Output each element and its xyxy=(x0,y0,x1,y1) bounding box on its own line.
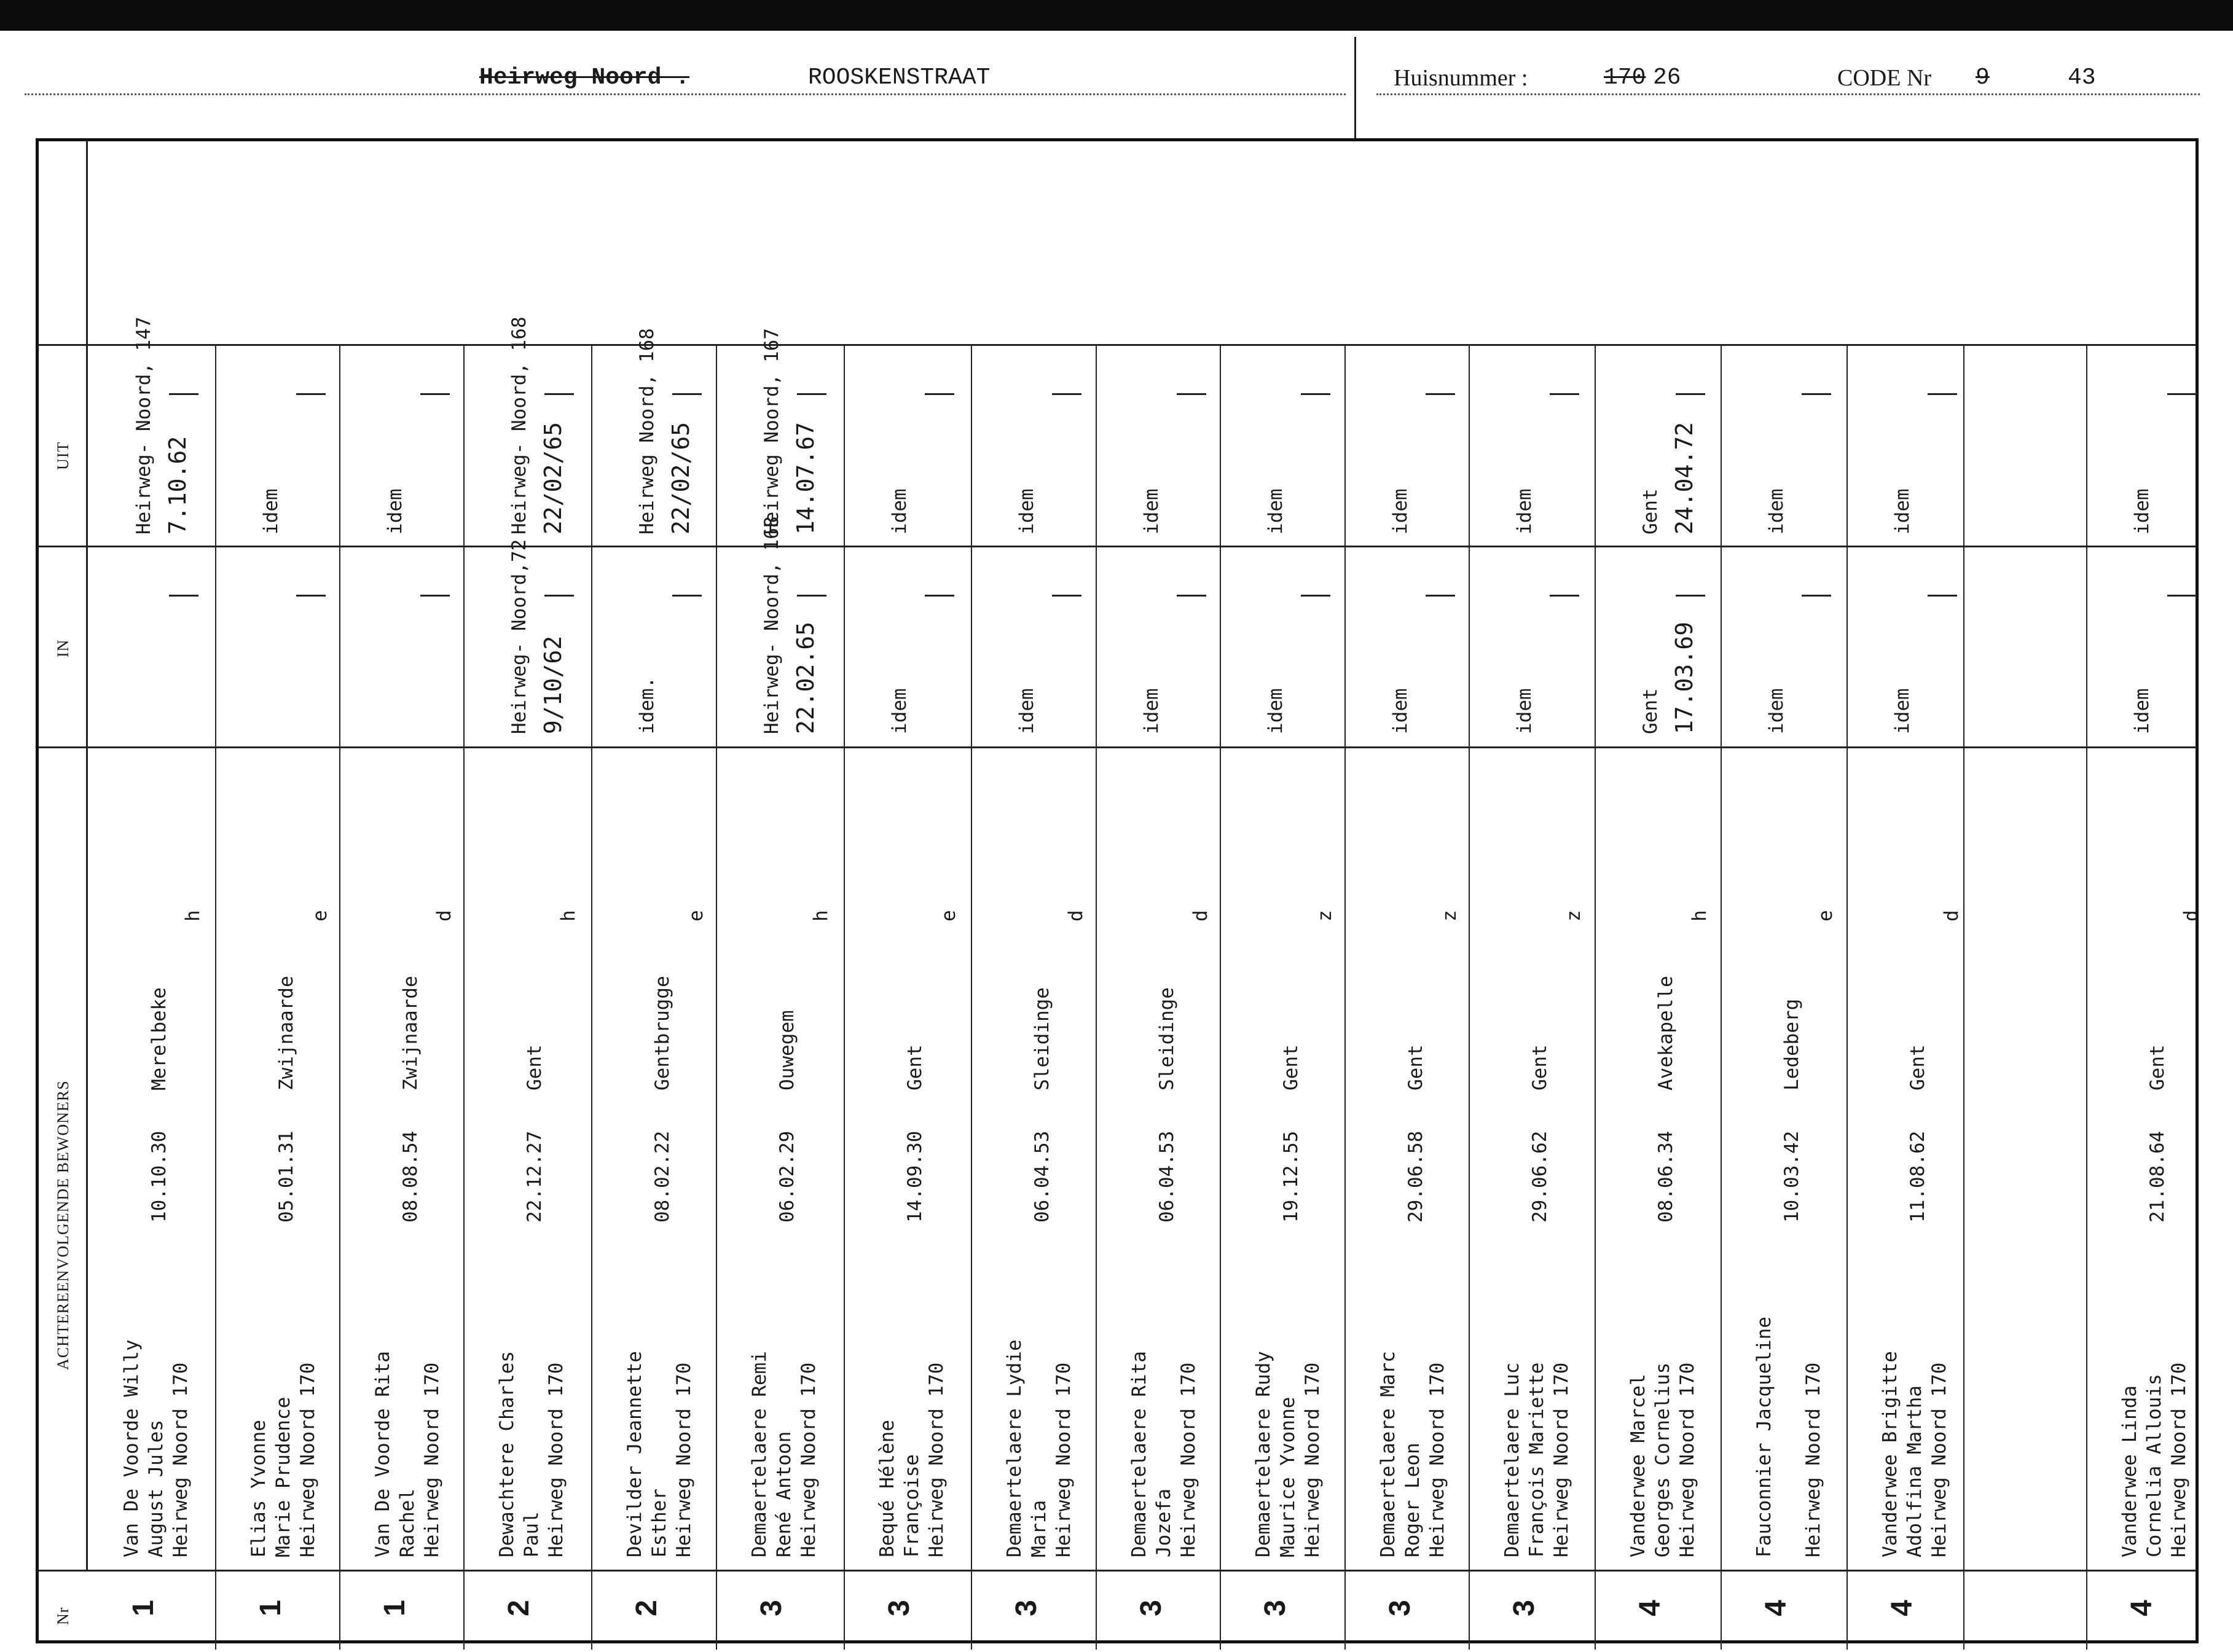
uit-place: idem xyxy=(1389,488,1411,534)
resident-surname: Dewachtere Charles xyxy=(496,1351,518,1557)
empty-mark xyxy=(1676,393,1705,395)
resident-nr: 3 xyxy=(1258,1600,1292,1616)
resident-given-names: Paul xyxy=(520,1511,543,1557)
resident-given-names: Georges Cornelius xyxy=(1652,1362,1674,1557)
resident-nr: 4 xyxy=(1759,1600,1792,1616)
uit-date: 7.10.62 xyxy=(164,436,191,534)
empty-mark xyxy=(1550,595,1579,597)
in-place: idem xyxy=(2131,688,2153,734)
resident-relation-code: e xyxy=(685,910,707,922)
resident-address: Heirweg Noord 170 xyxy=(1053,1362,1075,1557)
resident-birth-place: Gent xyxy=(1405,1044,1427,1090)
resident-birth-date: 10.10.30 xyxy=(148,1130,170,1223)
label-column-divider xyxy=(86,140,88,1572)
code-number-label: CODE Nr xyxy=(1837,65,1932,91)
resident-address: Heirweg Noord 170 xyxy=(297,1362,319,1557)
uit-place: idem xyxy=(1891,488,1913,534)
resident-surname: Demaertelaere Lydie xyxy=(1003,1339,1026,1557)
resident-relation-code: h xyxy=(810,910,832,922)
empty-mark xyxy=(925,393,954,395)
resident-relation-code: d xyxy=(1941,910,1963,922)
street-old: Heirweg Noord . xyxy=(479,65,690,91)
resident-surname: Vanderwee Brigitte xyxy=(1879,1351,1901,1557)
resident-birth-place: Gent xyxy=(2146,1044,2168,1090)
resident-surname: Demaertelaere Remi xyxy=(748,1351,771,1557)
empty-mark xyxy=(1177,393,1206,395)
resident-birth-date: 22.12.27 xyxy=(524,1130,546,1223)
in-place: idem xyxy=(1016,688,1038,734)
uit-place: idem xyxy=(2131,488,2153,534)
resident-surname: Demaertelaere Rita xyxy=(1128,1351,1150,1557)
in-place: idem xyxy=(1265,688,1287,734)
resident-birth-date: 14.09.30 xyxy=(904,1130,926,1223)
resident-birth-place: Zwijnaarde xyxy=(399,976,422,1090)
empty-mark xyxy=(169,595,198,597)
resident-relation-code: h xyxy=(557,910,579,922)
resident-given-names: Maria xyxy=(1028,1500,1050,1557)
resident-given-names: Roger Leon xyxy=(1402,1443,1424,1557)
uit-place: idem xyxy=(1265,488,1287,534)
resident-birth-date: 19.12.55 xyxy=(1280,1130,1302,1223)
resident-given-names: Rachel xyxy=(396,1489,418,1557)
empty-mark xyxy=(544,393,574,395)
uit-place: idem xyxy=(1765,488,1788,534)
uit-place: Heirweg Noord, 168 xyxy=(636,328,658,534)
resident-birth-place: Gent xyxy=(904,1044,926,1090)
resident-surname: Bequé Hélène xyxy=(876,1420,898,1557)
row-divider xyxy=(339,344,340,1650)
in-date: 17.03.69 xyxy=(1671,621,1698,734)
in-place: idem xyxy=(1513,688,1536,734)
empty-mark xyxy=(672,595,702,597)
resident-relation-code: d xyxy=(1065,910,1087,922)
empty-mark xyxy=(2167,595,2197,597)
empty-mark xyxy=(1426,393,1455,395)
empty-mark xyxy=(544,595,574,597)
resident-relation-code: z xyxy=(1438,910,1461,922)
row-divider xyxy=(971,344,972,1650)
row-divider xyxy=(1096,344,1097,1650)
residents-band-top xyxy=(38,746,2196,748)
resident-birth-place: Gent xyxy=(1280,1044,1302,1090)
empty-mark xyxy=(420,595,450,597)
resident-address: Heirweg Noord 170 xyxy=(798,1362,820,1557)
row-divider xyxy=(1220,344,1221,1650)
resident-given-names: Françoise xyxy=(901,1454,923,1557)
resident-birth-date: 10.03.42 xyxy=(1781,1130,1803,1223)
in-date: 9/10/62 xyxy=(540,635,567,734)
row-divider xyxy=(844,344,845,1650)
resident-address: Heirweg Noord 170 xyxy=(1928,1362,1950,1557)
row-divider xyxy=(463,344,465,1650)
uit-place: idem xyxy=(1513,488,1536,534)
empty-mark xyxy=(169,393,198,395)
uit-place: idem xyxy=(1016,488,1038,534)
in-place: idem xyxy=(1140,688,1163,734)
empty-mark xyxy=(1052,393,1081,395)
resident-address: Heirweg Noord 170 xyxy=(2168,1362,2190,1557)
resident-relation-code: h xyxy=(1689,910,1711,922)
resident-nr: 2 xyxy=(630,1600,663,1616)
empty-mark xyxy=(296,595,326,597)
row-divider xyxy=(1469,344,1470,1650)
row-divider xyxy=(716,344,717,1650)
resident-given-names: René Antoon xyxy=(773,1431,795,1557)
resident-nr: 4 xyxy=(1633,1600,1666,1616)
empty-mark xyxy=(296,393,326,395)
scan-top-border xyxy=(0,0,2233,31)
resident-birth-place: Gentbrugge xyxy=(651,976,673,1090)
empty-mark xyxy=(797,393,826,395)
in-place: Heirweg- Noord,72 xyxy=(508,539,530,734)
in-place: Heirweg- Noord, 168 xyxy=(761,516,783,734)
resident-address: Heirweg Noord 170 xyxy=(673,1362,695,1557)
resident-address: Heirweg Noord 170 xyxy=(1177,1362,1199,1557)
in-place: Gent xyxy=(1639,688,1662,734)
resident-birth-date: 21.08.64 xyxy=(2146,1130,2168,1223)
resident-address: Heirweg Noord 170 xyxy=(925,1362,948,1557)
resident-address: Heirweg Noord 170 xyxy=(1301,1362,1324,1557)
resident-birth-place: Zwijnaarde xyxy=(275,976,297,1090)
resident-surname: Fauconnier Jacqueline xyxy=(1753,1317,1775,1557)
resident-surname: Demaertelaere Luc xyxy=(1501,1362,1523,1557)
resident-given-names: Maurice Yvonne xyxy=(1277,1396,1299,1557)
in-column-label: IN xyxy=(54,639,72,657)
header-dotted-line-right xyxy=(1376,93,2200,95)
resident-relation-code: d xyxy=(1190,910,1212,922)
empty-mark xyxy=(1052,595,1081,597)
resident-birth-place: Sleidinge xyxy=(1031,987,1053,1090)
in-place: idem xyxy=(1891,688,1913,734)
resident-given-names: Esther xyxy=(648,1489,670,1557)
resident-nr: 1 xyxy=(378,1600,411,1616)
uit-date: 22/02/65 xyxy=(540,421,567,534)
empty-mark xyxy=(1177,595,1206,597)
resident-birth-date: 08.02.22 xyxy=(651,1130,673,1223)
resident-surname: Devilder Jeannette xyxy=(624,1351,646,1557)
resident-nr: 3 xyxy=(1507,1600,1540,1616)
empty-mark xyxy=(1928,595,1957,597)
resident-relation-code: e xyxy=(938,910,960,922)
empty-mark xyxy=(1802,393,1831,395)
resident-relation-code: z xyxy=(1314,910,1336,922)
uit-place: idem xyxy=(889,488,911,534)
resident-card-table xyxy=(36,138,2199,1643)
resident-nr: 3 xyxy=(755,1600,788,1616)
uit-place: idem xyxy=(1140,488,1163,534)
uit-place: idem xyxy=(260,488,282,534)
resident-given-names: Marie Prudence xyxy=(272,1396,294,1557)
residents-column-label: ACHTEREENVOLGENDE BEWONERS xyxy=(54,1080,72,1370)
in-place: idem xyxy=(1765,688,1788,734)
resident-surname: Demaertelaere Marc xyxy=(1377,1351,1399,1557)
resident-address: Heirweg Noord 170 xyxy=(1426,1362,1448,1557)
resident-birth-date: 08.08.54 xyxy=(399,1130,422,1223)
house-number-old: 170 xyxy=(1604,65,1646,91)
resident-address: Heirweg Noord 170 xyxy=(421,1362,443,1557)
resident-surname: Vanderwee Linda xyxy=(2119,1385,2141,1557)
row-divider xyxy=(1846,344,1848,1650)
in-place: idem. xyxy=(636,676,658,734)
resident-nr: 3 xyxy=(1134,1600,1168,1616)
house-number-new: 26 xyxy=(1653,65,1681,91)
resident-nr: 3 xyxy=(882,1600,916,1616)
uit-date: 24.04.72 xyxy=(1671,421,1698,534)
house-number-label: Huisnummer : xyxy=(1394,65,1528,91)
row-divider xyxy=(1721,344,1722,1650)
resident-birth-date: 11.08.62 xyxy=(1907,1130,1929,1223)
resident-birth-place: Avekapelle xyxy=(1655,976,1677,1090)
resident-address: Heirweg Noord 170 xyxy=(170,1362,192,1557)
empty-mark xyxy=(1676,595,1705,597)
resident-birth-date: 29.06.58 xyxy=(1405,1130,1427,1223)
resident-birth-place: Gent xyxy=(1529,1044,1551,1090)
resident-birth-place: Ledeberg xyxy=(1781,998,1803,1090)
resident-birth-date: 29.06.62 xyxy=(1529,1130,1551,1223)
row-divider xyxy=(591,344,592,1650)
resident-birth-place: Gent xyxy=(524,1044,546,1090)
empty-mark xyxy=(2167,393,2197,395)
resident-relation-code: h xyxy=(182,910,204,922)
empty-mark xyxy=(797,595,826,597)
in-place: idem xyxy=(889,688,911,734)
resident-nr: 3 xyxy=(1010,1600,1043,1616)
empty-mark xyxy=(1928,393,1957,395)
resident-birth-place: Ouwegem xyxy=(776,1010,798,1090)
code-number-new: 43 xyxy=(2068,65,2096,91)
resident-nr: 1 xyxy=(127,1600,160,1616)
resident-address: Heirweg Noord 170 xyxy=(1550,1362,1572,1557)
resident-birth-date: 08.06.34 xyxy=(1655,1130,1677,1223)
row-divider xyxy=(1595,344,1596,1650)
uit-place: Heirweg- Noord, 168 xyxy=(508,316,530,534)
empty-mark xyxy=(1301,393,1330,395)
resident-nr: 4 xyxy=(1885,1600,1918,1616)
uit-place: Gent xyxy=(1639,488,1662,534)
resident-surname: Vanderwee Marcel xyxy=(1627,1374,1649,1557)
resident-relation-code: z xyxy=(1563,910,1585,922)
uit-place: idem xyxy=(384,488,406,534)
uit-place: Heirweg Noord, 167 xyxy=(761,328,783,534)
resident-relation-code: e xyxy=(1815,910,1837,922)
uit-date: 22/02/65 xyxy=(667,421,694,534)
resident-birth-place: Merelbeke xyxy=(148,987,170,1090)
empty-mark xyxy=(1426,595,1455,597)
row-divider xyxy=(1963,344,1964,1650)
in-date: 22.02.65 xyxy=(792,621,819,734)
resident-given-names: Jozefa xyxy=(1153,1489,1175,1557)
resident-nr: 2 xyxy=(502,1600,535,1616)
resident-nr: 3 xyxy=(1383,1600,1416,1616)
resident-birth-date: 06.04.53 xyxy=(1156,1130,1178,1223)
resident-relation-code: d xyxy=(433,910,455,922)
resident-nr: 4 xyxy=(2125,1600,2158,1616)
nr-band-top xyxy=(38,1570,2196,1572)
resident-given-names: August Jules xyxy=(145,1420,167,1557)
in-place: idem xyxy=(1389,688,1411,734)
empty-mark xyxy=(420,393,450,395)
header-separator xyxy=(1354,37,1356,141)
empty-mark xyxy=(1550,393,1579,395)
resident-given-names: Cornelia Allouis xyxy=(2143,1374,2165,1557)
row-divider xyxy=(1344,344,1346,1650)
uit-band-top xyxy=(38,344,2196,346)
resident-given-names: François Mariette xyxy=(1526,1362,1548,1557)
resident-relation-code: d xyxy=(2180,910,2202,922)
resident-surname: Elias Yvonne xyxy=(248,1420,270,1557)
header-dotted-line xyxy=(25,93,1346,95)
resident-given-names: Adolfina Martha xyxy=(1904,1385,1926,1557)
resident-surname: Van De Voorde Rita xyxy=(372,1351,394,1557)
resident-address: Heirweg Noord 170 xyxy=(1802,1362,1824,1557)
in-band-top xyxy=(38,546,2196,547)
resident-address: Heirweg Noord 170 xyxy=(1676,1362,1698,1557)
resident-birth-date: 06.02.29 xyxy=(776,1130,798,1223)
empty-mark xyxy=(672,393,702,395)
uit-column-label: UIT xyxy=(54,441,72,470)
resident-address: Heirweg Noord 170 xyxy=(545,1362,567,1557)
empty-mark xyxy=(1802,595,1831,597)
uit-place: Heirweg- Noord, 147 xyxy=(133,316,155,534)
resident-surname: Demaertelaere Rudy xyxy=(1252,1351,1274,1557)
empty-mark xyxy=(925,595,954,597)
code-number-old: 9 xyxy=(1976,65,1990,91)
row-divider xyxy=(215,344,216,1650)
resident-birth-date: 06.04.53 xyxy=(1031,1130,1053,1223)
empty-mark xyxy=(1301,595,1330,597)
resident-relation-code: e xyxy=(309,910,331,922)
resident-birth-place: Gent xyxy=(1907,1044,1929,1090)
resident-birth-place: Sleidinge xyxy=(1156,987,1178,1090)
street-new: ROOSKENSTRAAT xyxy=(808,65,991,91)
nr-column-label: Nr xyxy=(54,1607,72,1625)
resident-surname: Van De Voorde Willy xyxy=(120,1339,143,1557)
resident-birth-date: 05.01.31 xyxy=(275,1130,297,1223)
row-divider xyxy=(2086,344,2087,1650)
resident-nr: 1 xyxy=(254,1600,287,1616)
uit-date: 14.07.67 xyxy=(792,421,819,534)
